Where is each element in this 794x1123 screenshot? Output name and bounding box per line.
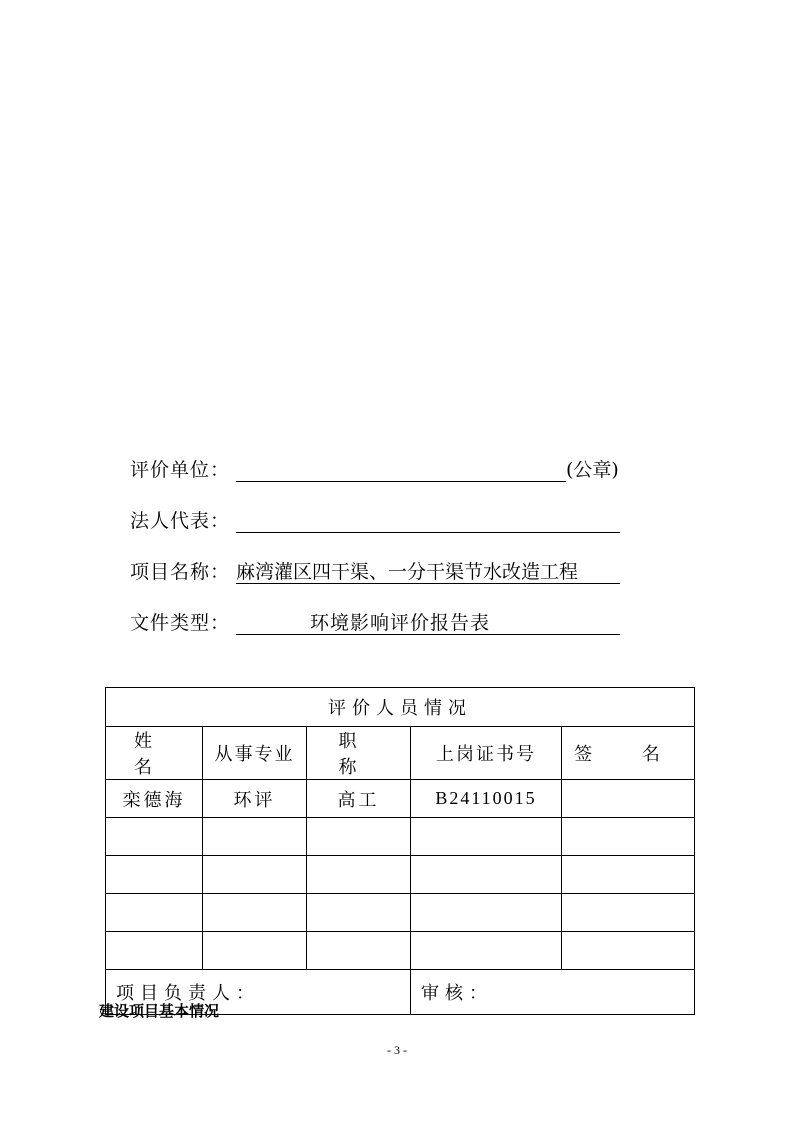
cell-specialty (203, 894, 307, 932)
header-specialty: 从事专业 (203, 727, 307, 780)
header-certificate: 上岗证书号 (411, 727, 562, 780)
evaluation-unit-line (236, 457, 566, 482)
cell-name (106, 894, 203, 932)
table-row (106, 818, 695, 856)
project-name-label: 项目名称： (130, 561, 231, 583)
cell-signature (562, 818, 695, 856)
header-title: 职 称 (307, 727, 411, 780)
cell-certificate: B24110015 (411, 780, 562, 818)
cell-specialty (203, 932, 307, 970)
cell-specialty: 环评 (203, 780, 307, 818)
table-row (106, 894, 695, 932)
cell-title (307, 932, 411, 970)
document-type-value: 环境影响评价报告表 (310, 612, 491, 634)
document-type-line (236, 610, 620, 635)
cell-certificate (411, 856, 562, 894)
cell-specialty (203, 856, 307, 894)
project-name-field (130, 554, 620, 584)
cell-signature (562, 856, 695, 894)
cell-name (106, 932, 203, 970)
cell-name: 栾德海 (106, 780, 203, 818)
table-row (106, 780, 695, 818)
cell-title (307, 856, 411, 894)
cell-name (106, 818, 203, 856)
table-row (106, 856, 695, 894)
cell-signature (562, 894, 695, 932)
document-type-label: 文件类型： (130, 612, 231, 634)
document-type-field (130, 605, 620, 635)
legal-representative-line (236, 508, 620, 533)
staff-table-header-row (106, 727, 695, 780)
section-heading: 建设项目基本情况 (99, 1002, 220, 1020)
official-seal-note: (公章) (566, 459, 619, 481)
evaluation-unit-label: 评价单位： (130, 459, 231, 481)
staff-table-title: 评价人员情况 (106, 688, 695, 727)
legal-representative-field (130, 503, 620, 533)
table-row (106, 932, 695, 970)
cell-certificate (411, 818, 562, 856)
header-name: 姓 名 (106, 727, 203, 780)
evaluation-unit-field (130, 452, 619, 482)
cell-name (106, 856, 203, 894)
cell-title (307, 894, 411, 932)
page-number: - 3 - (387, 1043, 407, 1057)
cell-certificate (411, 894, 562, 932)
evaluation-staff-table (105, 687, 695, 1015)
legal-representative-label: 法人代表： (130, 510, 231, 532)
cell-title: 高工 (307, 780, 411, 818)
project-name-value: 麻湾灌区四干渠、一分干渠节水改造工程 (236, 559, 620, 584)
cell-specialty (203, 818, 307, 856)
cell-signature (562, 780, 695, 818)
reviewer-cell: 审核： (411, 970, 695, 1015)
cell-title (307, 818, 411, 856)
cell-certificate (411, 932, 562, 970)
cell-signature (562, 932, 695, 970)
project-lead-cell: 项目负责人： (106, 970, 411, 1015)
header-signature: 签 名 (562, 727, 695, 780)
